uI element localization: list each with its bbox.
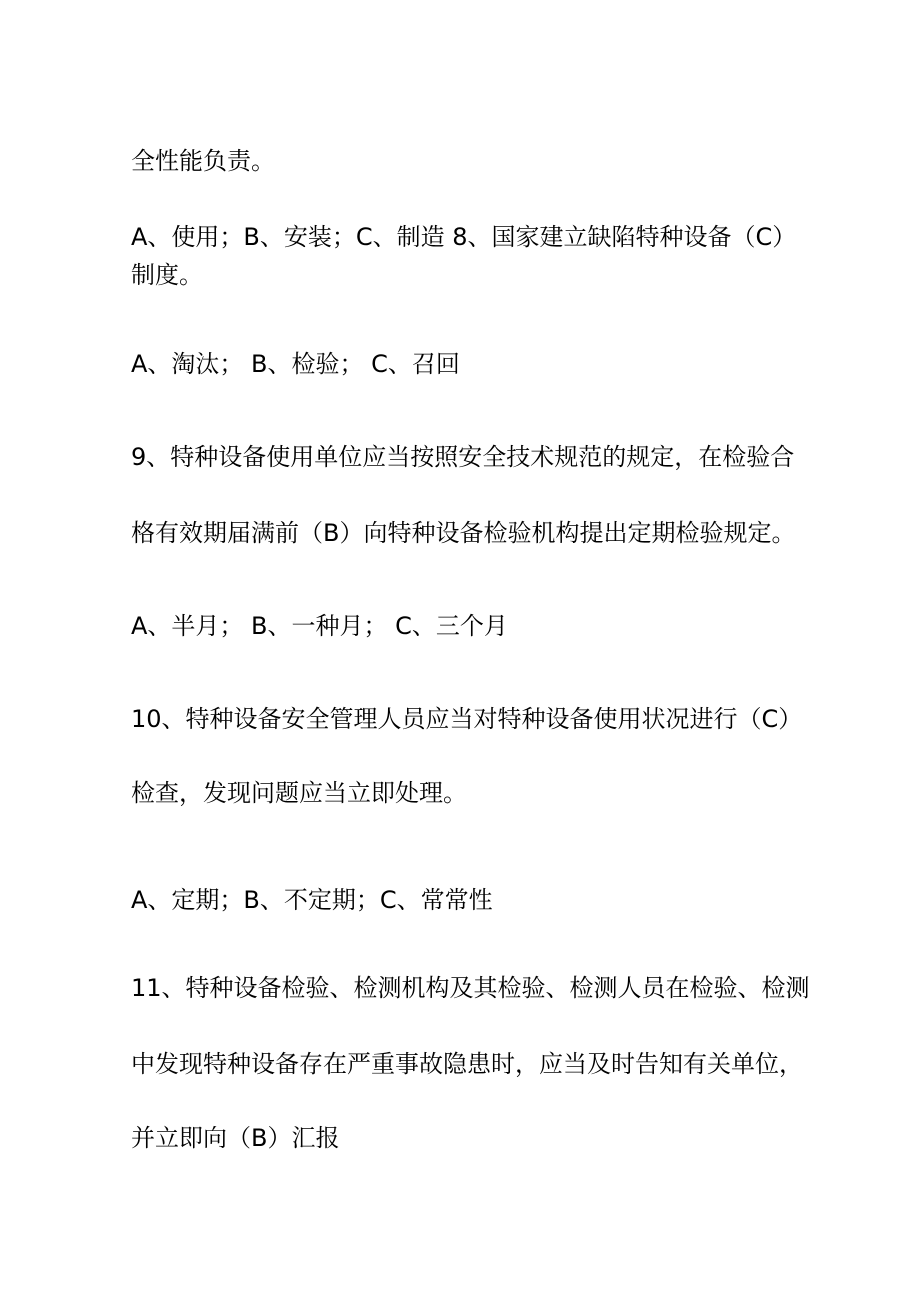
text-line-3: 制度。 bbox=[131, 261, 203, 289]
text-line-8: 10、特种设备安全管理人员应当对特种设备使用状况进行（C） bbox=[131, 705, 803, 733]
text-line-1: 全性能负责。 bbox=[131, 147, 275, 175]
text-line-9: 检查，发现问题应当立即处理。 bbox=[131, 779, 467, 807]
text-line-5: 9、特种设备使用单位应当按照安全技术规范的规定，在检验合 bbox=[131, 443, 795, 471]
text-line-4: A、淘汰； B、检验； C、召回 bbox=[131, 350, 460, 378]
text-line-6: 格有效期届满前（B）向特种设备检验机构提出定期检验规定。 bbox=[131, 519, 796, 547]
text-line-2: A、使用；B、安装；C、制造 8、国家建立缺陷特种设备（C） bbox=[131, 223, 797, 251]
text-line-10: A、定期；B、不定期；C、常常性 bbox=[131, 886, 493, 914]
text-line-7: A、半月； B、一种月； C、三个月 bbox=[131, 612, 508, 640]
text-line-13: 并立即向（B）汇报 bbox=[131, 1124, 340, 1152]
text-line-11: 11、特种设备检验、检测机构及其检验、检测人员在检验、检测 bbox=[131, 974, 810, 1002]
text-line-12: 中发现特种设备存在严重事故隐患时，应当及时告知有关单位， bbox=[131, 1050, 803, 1078]
